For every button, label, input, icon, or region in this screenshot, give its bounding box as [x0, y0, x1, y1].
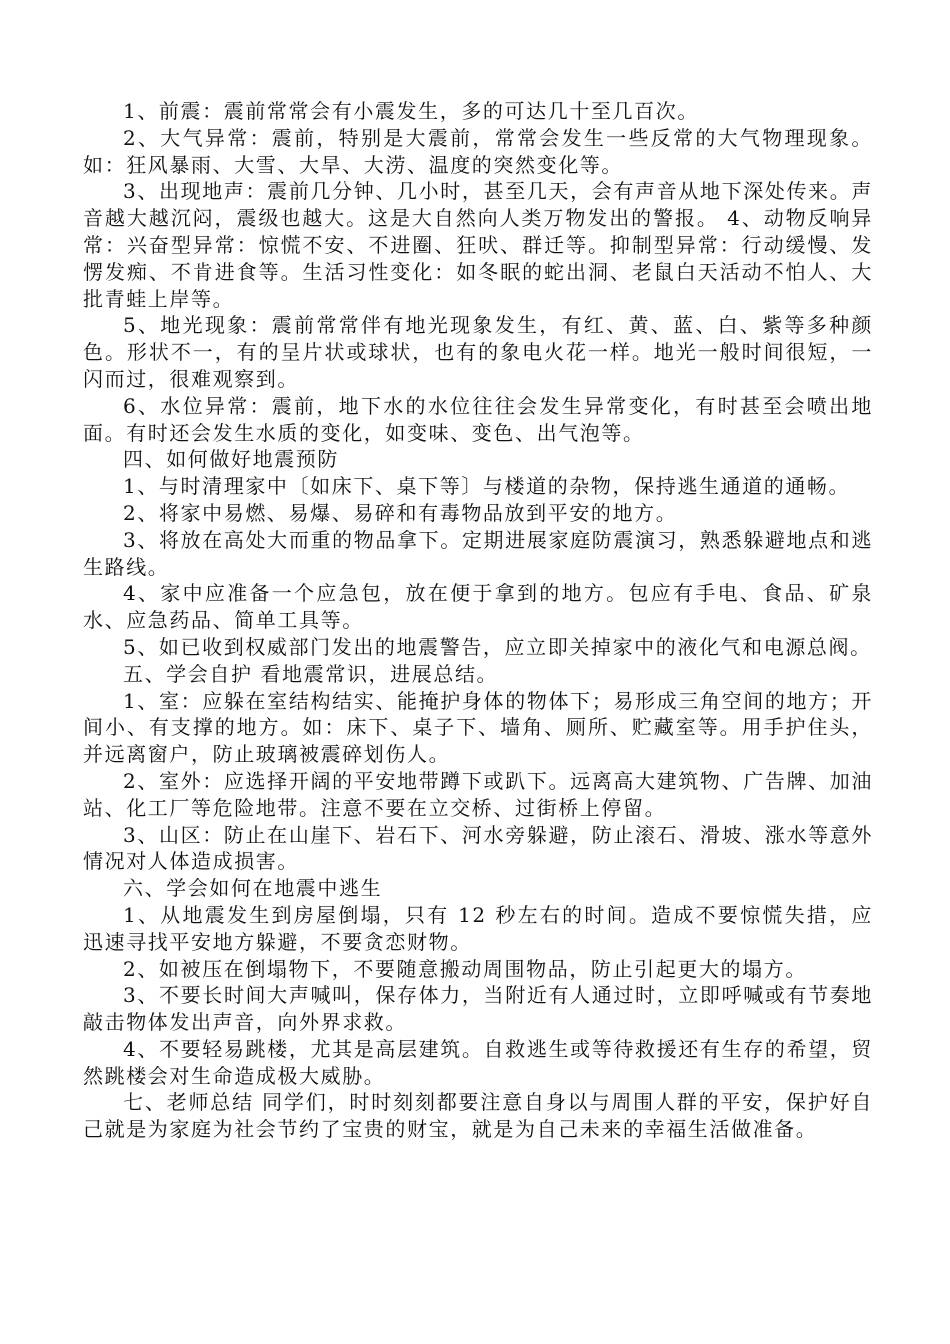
paragraph-outdoors: 2、室外：应选择开阔的平安地带蹲下或趴下。远离高大建筑物、广告牌、加油站、化工厂等危险地带。注意不要在立交桥、过街桥上停留。 — [83, 768, 873, 820]
paragraph-hazardous-items: 2、将家中易燃、易爆、易碎和有毒物品放到平安的地方。 — [123, 500, 678, 525]
paragraph-indoors: 1、室：应躲在室结构结实、能掩护身体的物体下；易形成三角空间的地方；开间小、有支撑的地方。如：床下、桌子下、墙角、厕所、贮藏室等。用手护住头，并远离窗户，防止玻璃被震碎划伤人。 — [83, 688, 873, 767]
paragraph-conserve-strength: 3、不要长时间大声喊叫，保存体力，当附近有人通过时，立即呼喊或有节奏地敲击物体发出声音，向外界求救。 — [83, 983, 873, 1035]
paragraph-no-jumping: 4、不要轻易跳楼，尤其是高层建筑。自救逃生或等待救援还有生存的希望，贸然跳楼会对生命造成极大威胁。 — [83, 1036, 873, 1088]
paragraph-atmospheric-anomaly: 2、大气异常：震前，特别是大震前，常常会发生一些反常的大气物理现象。如：狂风暴雨、大雪、大旱、大涝、温度的突然变化等。 — [83, 125, 873, 177]
paragraph-mountain-area: 3、山区：防止在山崖下、岩石下、河水旁躲避，防止滚石、滑坡、涨水等意外情况对人体造成损害。 — [83, 822, 873, 874]
paragraph-twelve-seconds: 1、从地震发生到房屋倒塌，只有 12 秒左右的时间。造成不要惊慌失措，应迅速寻找平安地方躲避，不要贪恋财物。 — [83, 902, 873, 954]
paragraph-earthquake-light: 5、地光现象：震前常常伴有地光现象发生，有红、黄、蓝、白、紫等多种颜色。形状不一，有的呈片状或球状，也有的象电火花一样。地光一般时间很短，一闪而过，很难观察到。 — [83, 313, 873, 391]
section-heading-escape: 六、学会如何在地震中逃生 — [123, 876, 383, 901]
paragraph-clear-debris: 1、与时清理家中〔如床下、桌下等〕与楼道的杂物，保持逃生通道的通畅。 — [123, 474, 851, 499]
document-body — [83, 98, 873, 1143]
paragraph-water-level-anomaly: 6、水位异常：震前，地下水的水位往往会发生异常变化，有时甚至会喷出地面。有时还会发生水质的变化，如变味、变色、出气泡等。 — [83, 393, 873, 445]
section-heading-self-protection: 五、学会自护 看地震常识，进展总结。 — [123, 661, 499, 686]
paragraph-ground-sound: 3、出现地声：震前几分钟、几小时，甚至几天，会有声音从地下深处传来。声音越大越沉闷，震级也越大。这是大自然向人类万物发出的警报。 4、动物反响异常：兴奋型异常：惊慌不安、不进圈、狂吠、群迁等。抑制型异常：行动缓慢、发愣发痴、不肯进食等。生活习性变化：如冬眠的蛇出洞、老鼠白天活动不怕人、大批青蛙上岸等。 — [83, 179, 873, 311]
paragraph-foreshock: 1、前震：震前常常会有小震发生，多的可达几十至几百次。 — [123, 99, 699, 123]
paragraph-shut-off-valves: 5、如已收到权威部门发出的地震警告，应立即关掉家中的液化气和电源总阀。 — [123, 634, 872, 659]
paragraph-heavy-items-drill: 3、将放在高处大而重的物品拿下。定期进展家庭防震演习，熟悉躲避地点和逃生路线。 — [83, 527, 873, 579]
section-heading-prevention: 四、如何做好地震预防 — [123, 447, 339, 472]
paragraph-emergency-kit: 4、家中应准备一个应急包，放在便于拿到的地方。包应有手电、食品、矿泉水、应急药品、简单工具等。 — [83, 581, 873, 633]
section-teacher-summary: 七、老师总结 同学们，时时刻刻都要注意自身以与周围人群的平安，保护好自己就是为家庭为社会节约了宝贵的财宝，就是为自己未来的幸福生活做准备。 — [83, 1090, 873, 1142]
paragraph-trapped: 2、如被压在倒塌物下，不要随意搬动周围物品，防止引起更大的塌方。 — [123, 956, 807, 981]
